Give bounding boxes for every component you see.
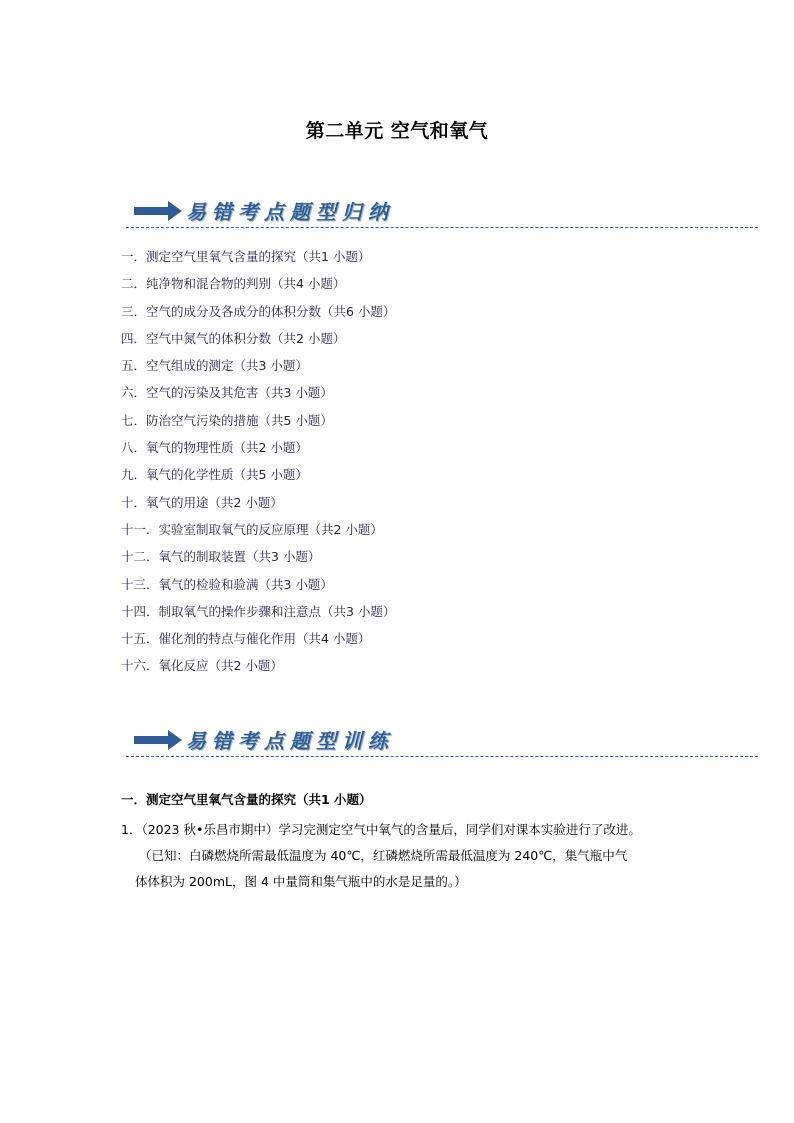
dashed-divider: [126, 227, 758, 228]
section-banner-summary: [126, 194, 758, 228]
topic-item: 十六．氧化反应（共2 小题）: [121, 658, 283, 674]
topic-item: 八．氧气的物理性质（共2 小题）: [121, 440, 308, 456]
section-banner-summary-label: 易错考点题型归纳: [186, 200, 394, 224]
topic-item: 五．空气组成的测定（共3 小题）: [121, 358, 308, 374]
topic-item: 一．测定空气里氧气含量的探究（共1 小题）: [121, 249, 371, 264]
topic-item: 三．空气的成分及各成分的体积分数（共6 小题）: [121, 303, 396, 319]
topic-item: 十二．氧气的制取装置（共3 小题）: [121, 549, 321, 565]
topic-item: 九．氧气的化学性质（共5 小题）: [121, 467, 308, 483]
topic-item: 十三．氧气的检验和验满（共3 小题）: [121, 576, 333, 592]
topic-item: 六．空气的污染及其危害（共3 小题）: [121, 385, 333, 401]
section-banner-training-label: 易错考点题型训练: [186, 729, 394, 753]
dashed-divider: [126, 756, 758, 757]
question-note-continued: 体体积为 200mL，图 4 中量筒和集气瓶中的水是足量的。）: [135, 874, 467, 889]
question-1: [121, 817, 681, 895]
question-section-heading: 一．测定空气里氧气含量的探究（共1 小题）: [121, 792, 372, 807]
question-note: （已知：白磷燃烧所需最低温度为 40℃，红磷燃烧所需最低温度为 240℃，集气瓶中气: [139, 848, 628, 863]
topic-item: 十．氧气的用途（共2 小题）: [121, 494, 283, 510]
section-banner-training: [126, 723, 758, 757]
topic-list: [121, 243, 395, 680]
topic-item: 十四．制取氧气的操作步骤和注意点（共3 小题）: [121, 603, 396, 619]
question-stem: 1．（2023 秋•乐昌市期中）学习完测定空气中氧气的含量后，同学们对课本实验进行了改进。: [121, 822, 641, 837]
topic-item: 二．纯净物和混合物的判别（共4 小题）: [121, 276, 346, 292]
topic-item: 十一．实验室制取氧气的反应原理（共2 小题）: [121, 521, 383, 537]
topic-item: 四．空气中氮气的体积分数（共2 小题）: [121, 330, 346, 346]
page-title: 第二单元 空气和氧气: [305, 120, 489, 142]
right-arrow-icon: [134, 729, 182, 751]
topic-item: 七．防治空气污染的措施（共5 小题）: [121, 412, 333, 428]
right-arrow-icon: [134, 200, 182, 222]
topic-item: 十五．催化剂的特点与催化作用（共4 小题）: [121, 631, 371, 647]
